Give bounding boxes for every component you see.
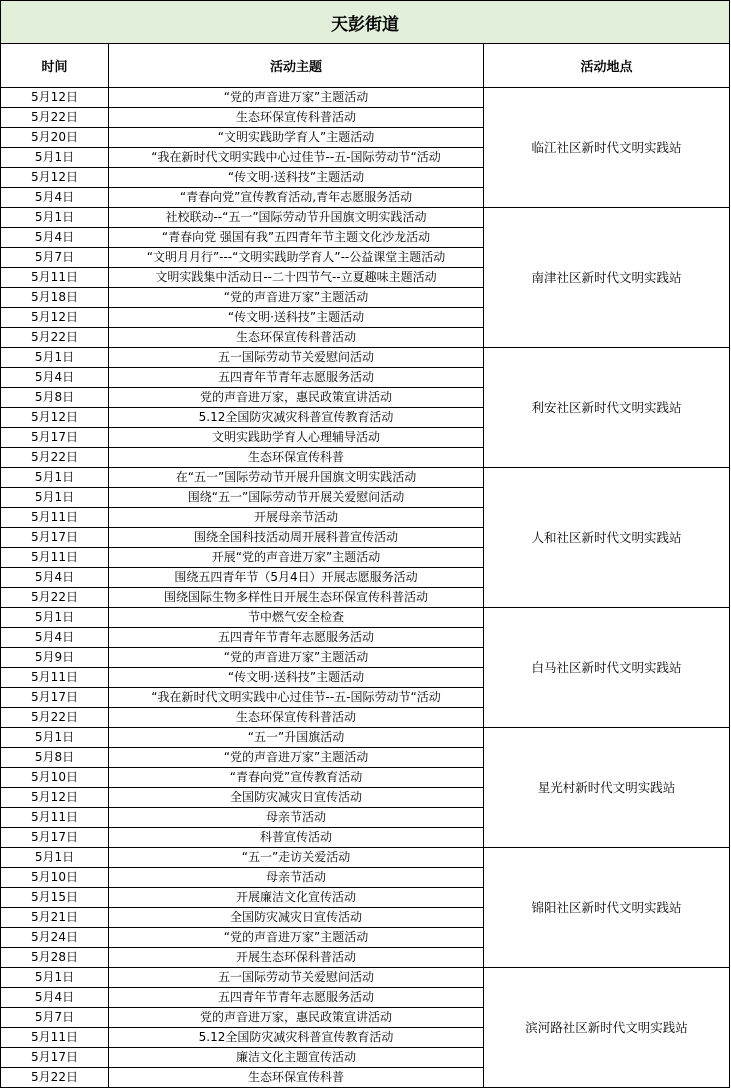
table-row <box>1 88 730 108</box>
topic-cell: “青春向党”宣传教育活动 <box>109 768 484 788</box>
date-cell: 5月1日 <box>1 608 109 628</box>
topic-cell: 五四青年节青年志愿服务活动 <box>109 368 484 388</box>
topic-cell: “党的声音进万家”主题活动 <box>109 648 484 668</box>
date-cell: 5月1日 <box>1 848 109 868</box>
topic-cell: 5.12全国防灾减灾科普宣传教育活动 <box>109 1028 484 1048</box>
date-cell: 5月11日 <box>1 508 109 528</box>
topic-cell: 母亲节活动 <box>109 868 484 888</box>
date-cell: 5月12日 <box>1 308 109 328</box>
place-cell: 人和社区新时代文明实践站 <box>484 468 730 608</box>
topic-cell: 围绕国际生物多样性日开展生态环保宣传科普活动 <box>109 588 484 608</box>
date-cell: 5月4日 <box>1 188 109 208</box>
date-cell: 5月17日 <box>1 688 109 708</box>
date-cell: 5月15日 <box>1 888 109 908</box>
place-cell: 滨河路社区新时代文明实践站 <box>484 968 730 1088</box>
topic-cell: 开展母亲节活动 <box>109 508 484 528</box>
table-row <box>1 348 730 368</box>
place-cell: 白马社区新时代文明实践站 <box>484 608 730 728</box>
topic-cell: 科普宣传活动 <box>109 828 484 848</box>
topic-cell: 生态环保宣传科普 <box>109 1068 484 1088</box>
topic-cell: “传文明·送科技”主题活动 <box>109 308 484 328</box>
date-cell: 5月1日 <box>1 968 109 988</box>
date-cell: 5月8日 <box>1 748 109 768</box>
table-row <box>1 848 730 868</box>
topic-cell: 在“五一”国际劳动节开展升国旗文明实践活动 <box>109 468 484 488</box>
date-cell: 5月1日 <box>1 348 109 368</box>
date-cell: 5月10日 <box>1 768 109 788</box>
date-cell: 5月17日 <box>1 528 109 548</box>
date-cell: 5月20日 <box>1 128 109 148</box>
date-cell: 5月1日 <box>1 148 109 168</box>
topic-cell: “传文明·送科技”主题活动 <box>109 668 484 688</box>
topic-cell: “党的声音进万家”主题活动 <box>109 928 484 948</box>
topic-cell: 五四青年节青年志愿服务活动 <box>109 988 484 1008</box>
date-cell: 5月10日 <box>1 868 109 888</box>
topic-cell: “党的声音进万家”主题活动 <box>109 748 484 768</box>
topic-cell: 生态环保宣传科普活动 <box>109 108 484 128</box>
date-cell: 5月1日 <box>1 208 109 228</box>
table-row <box>1 968 730 988</box>
topic-cell: 开展“党的声音进万家”主题活动 <box>109 548 484 568</box>
place-cell: 星光村新时代文明实践站 <box>484 728 730 848</box>
topic-cell: 母亲节活动 <box>109 808 484 828</box>
topic-cell: “党的声音进万家”主题活动 <box>109 88 484 108</box>
date-cell: 5月17日 <box>1 1048 109 1068</box>
date-cell: 5月7日 <box>1 1008 109 1028</box>
date-cell: 5月22日 <box>1 108 109 128</box>
topic-cell: 围绕五四青年节（5月4日）开展志愿服务活动 <box>109 568 484 588</box>
topic-cell: 5.12全国防灾减灾科普宣传教育活动 <box>109 408 484 428</box>
date-cell: 5月17日 <box>1 828 109 848</box>
date-cell: 5月11日 <box>1 268 109 288</box>
place-cell: 利安社区新时代文明实践站 <box>484 348 730 468</box>
date-cell: 5月11日 <box>1 668 109 688</box>
topic-cell: 文明实践助学育人心理辅导活动 <box>109 428 484 448</box>
topic-cell: 党的声音进万家，惠民政策宣讲活动 <box>109 388 484 408</box>
topic-cell: 社校联动--“五一”国际劳动节升国旗文明实践活动 <box>109 208 484 228</box>
topic-cell: “党的声音进万家”主题活动 <box>109 288 484 308</box>
date-cell: 5月22日 <box>1 1068 109 1088</box>
column-header-time: 时间 <box>1 44 109 88</box>
date-cell: 5月4日 <box>1 228 109 248</box>
topic-cell: 五一国际劳动节关爱慰问活动 <box>109 968 484 988</box>
date-cell: 5月9日 <box>1 648 109 668</box>
date-cell: 5月28日 <box>1 948 109 968</box>
place-cell: 南津社区新时代文明实践站 <box>484 208 730 348</box>
date-cell: 5月12日 <box>1 788 109 808</box>
topic-cell: “我在新时代文明实践中心过佳节--五-国际劳动节“活动 <box>109 688 484 708</box>
column-header-place: 活动地点 <box>484 44 730 88</box>
date-cell: 5月17日 <box>1 428 109 448</box>
date-cell: 5月12日 <box>1 408 109 428</box>
date-cell: 5月22日 <box>1 328 109 348</box>
topic-cell: “青春向党 强国有我”五四青年节主题文化沙龙活动 <box>109 228 484 248</box>
topic-cell: 生态环保宣传科普活动 <box>109 328 484 348</box>
date-cell: 5月11日 <box>1 1028 109 1048</box>
date-cell: 5月24日 <box>1 928 109 948</box>
topic-cell: “青春向党”宣传教育活动,青年志愿服务活动 <box>109 188 484 208</box>
topic-cell: 五四青年节青年志愿服务活动 <box>109 628 484 648</box>
date-cell: 5月22日 <box>1 708 109 728</box>
date-cell: 5月1日 <box>1 468 109 488</box>
topic-cell: “我在新时代文明实践中心过佳节--五-国际劳动节“活动 <box>109 148 484 168</box>
table-body <box>1 88 730 1088</box>
table-row <box>1 208 730 228</box>
table-row <box>1 728 730 748</box>
place-cell: 锦阳社区新时代文明实践站 <box>484 848 730 968</box>
topic-cell: 党的声音进万家，惠民政策宣讲活动 <box>109 1008 484 1028</box>
date-cell: 5月4日 <box>1 628 109 648</box>
topic-cell: “传文明·送科技”主题活动 <box>109 168 484 188</box>
topic-cell: “五一”升国旗活动 <box>109 728 484 748</box>
date-cell: 5月4日 <box>1 368 109 388</box>
topic-cell: 全国防灾减灾日宣传活动 <box>109 908 484 928</box>
date-cell: 5月1日 <box>1 488 109 508</box>
topic-cell: 开展生态环保科普活动 <box>109 948 484 968</box>
date-cell: 5月21日 <box>1 908 109 928</box>
date-cell: 5月22日 <box>1 448 109 468</box>
topic-cell: 五一国际劳动节关爱慰问活动 <box>109 348 484 368</box>
topic-cell: 节中燃气安全检查 <box>109 608 484 628</box>
date-cell: 5月11日 <box>1 548 109 568</box>
date-cell: 5月22日 <box>1 588 109 608</box>
topic-cell: 全国防灾减灾日宣传活动 <box>109 788 484 808</box>
date-cell: 5月1日 <box>1 728 109 748</box>
topic-cell: 围绕“五一”国际劳动节开展关爱慰问活动 <box>109 488 484 508</box>
topic-cell: 围绕全国科技活动周开展科普宣传活动 <box>109 528 484 548</box>
topic-cell: “文明实践助学育人”主题活动 <box>109 128 484 148</box>
date-cell: 5月4日 <box>1 988 109 1008</box>
topic-cell: “文明月月行”---“文明实践助学育人”--公益课堂主题活动 <box>109 248 484 268</box>
date-cell: 5月12日 <box>1 168 109 188</box>
date-cell: 5月7日 <box>1 248 109 268</box>
date-cell: 5月18日 <box>1 288 109 308</box>
topic-cell: 开展廉洁文化宣传活动 <box>109 888 484 908</box>
topic-cell: 廉洁文化主题宣传活动 <box>109 1048 484 1068</box>
table-row <box>1 608 730 628</box>
date-cell: 5月4日 <box>1 568 109 588</box>
date-cell: 5月11日 <box>1 808 109 828</box>
place-cell: 临江社区新时代文明实践站 <box>484 88 730 208</box>
topic-cell: 生态环保宣传科普 <box>109 448 484 468</box>
topic-cell: 生态环保宣传科普活动 <box>109 708 484 728</box>
date-cell: 5月12日 <box>1 88 109 108</box>
table-row <box>1 468 730 488</box>
sheet-title: 天彭街道 <box>1 1 730 44</box>
topic-cell: “五一”走访关爱活动 <box>109 848 484 868</box>
column-header-topic: 活动主题 <box>109 44 484 88</box>
date-cell: 5月8日 <box>1 388 109 408</box>
topic-cell: 文明实践集中活动日--二十四节气--立夏趣味主题活动 <box>109 268 484 288</box>
